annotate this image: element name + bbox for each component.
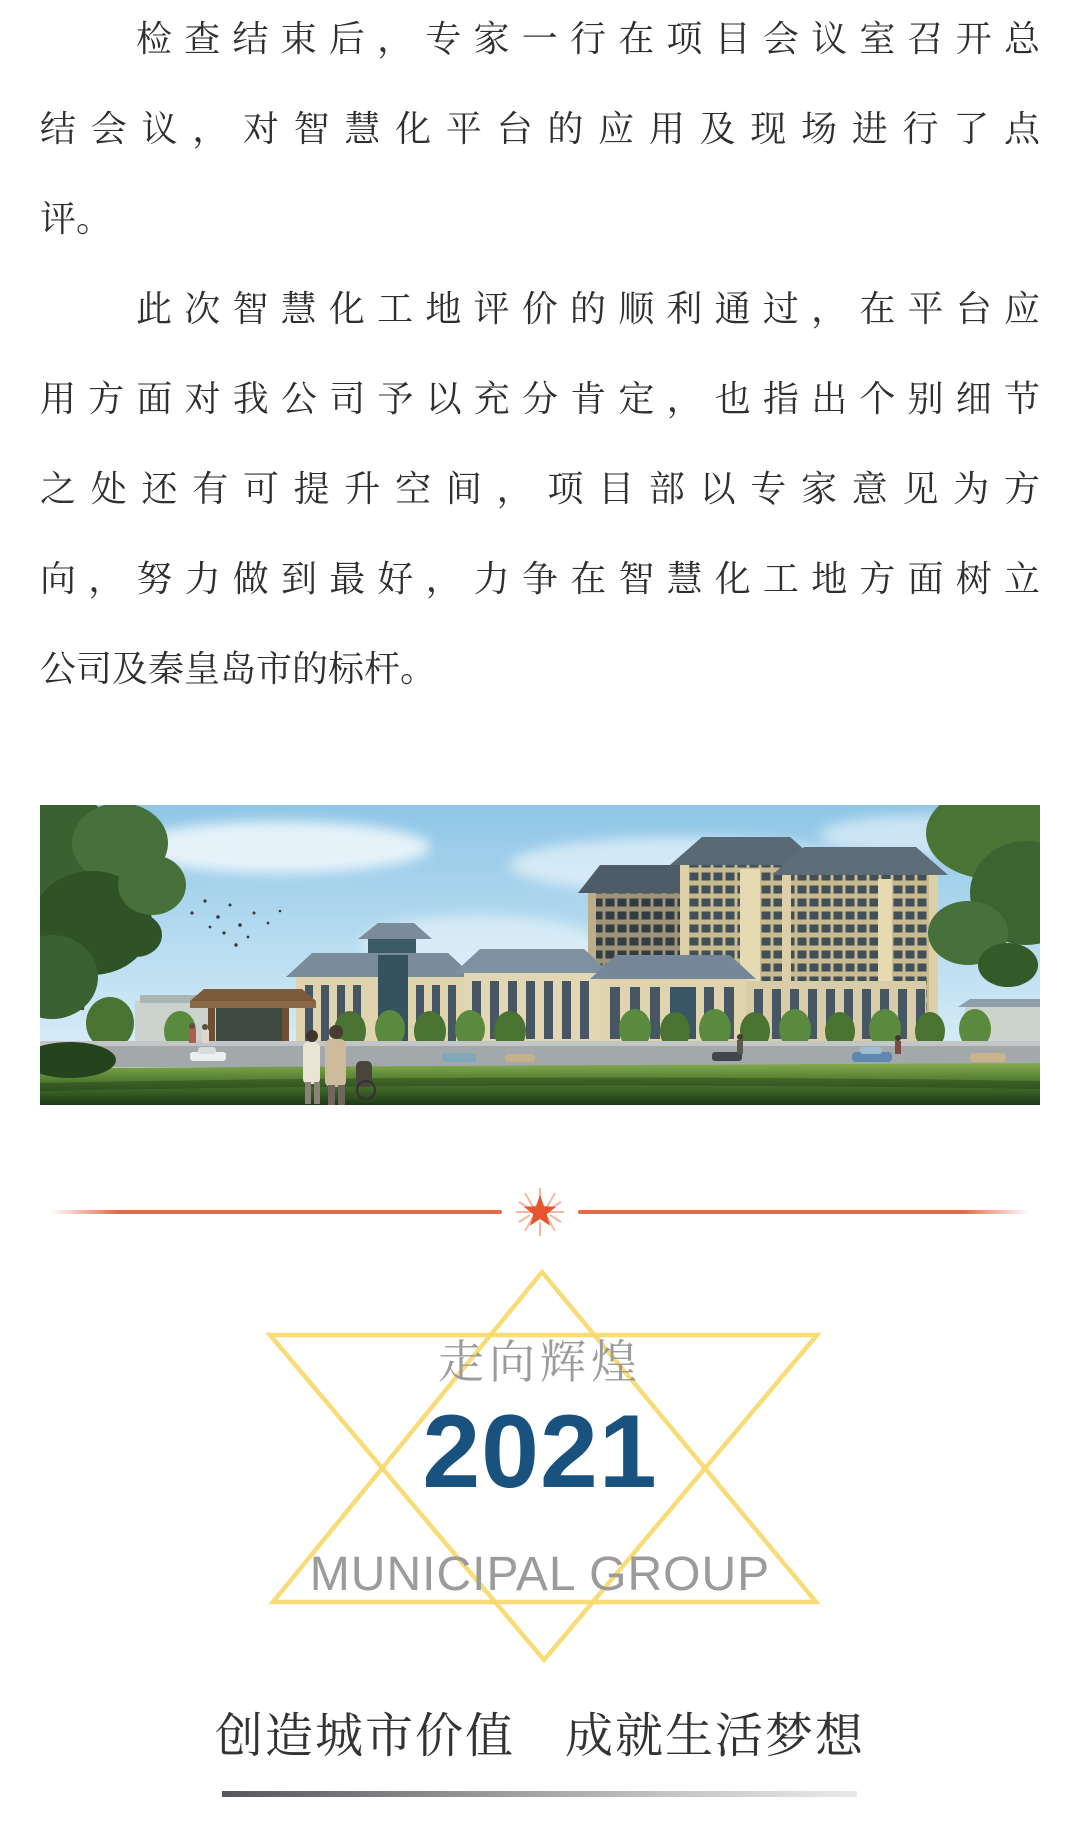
logo-org-name: MUNICIPAL GROUP (309, 1548, 771, 1601)
divider-art (40, 1186, 1040, 1238)
slogan-text: 创造城市价值 成就生活梦想 (214, 1710, 865, 1763)
footer-gradient-bar (222, 1791, 857, 1797)
paragraph-line: 向，努力做到最好，力争在智慧化工地方面树立 (40, 558, 1040, 599)
divider-line-left (50, 1210, 502, 1214)
paragraph-line: 公司及秦皇岛市的标杆。 (40, 648, 437, 689)
paragraph-line: 用方面对我公司予以充分肯定，也指出个别细节 (40, 378, 1040, 419)
article-body (40, 0, 1040, 714)
star-burst-icon (516, 1188, 564, 1236)
paragraph-line: 检查结束后，专家一行在项目会议室召开总 (136, 18, 1040, 59)
section-divider (40, 1186, 1040, 1238)
paragraph-line: 结会议，对智慧化平台的应用及现场进行了点 (40, 108, 1040, 149)
logo-tagline: 走向辉煌 (438, 1336, 642, 1388)
logo-year: 2021 (422, 1394, 658, 1510)
photo-lawn (40, 1063, 1040, 1105)
divider-line-right (578, 1210, 1030, 1214)
paragraph-line: 此次智慧化工地评价的顺利通过，在平台应 (136, 288, 1040, 329)
paragraph-line: 评。 (40, 198, 113, 239)
building-rendering-image[interactable] (40, 805, 1040, 1105)
paragraph-line: 之处还有可提升空间，项目部以专家意见为方 (40, 468, 1040, 509)
building-rendering-art (40, 805, 1040, 1105)
